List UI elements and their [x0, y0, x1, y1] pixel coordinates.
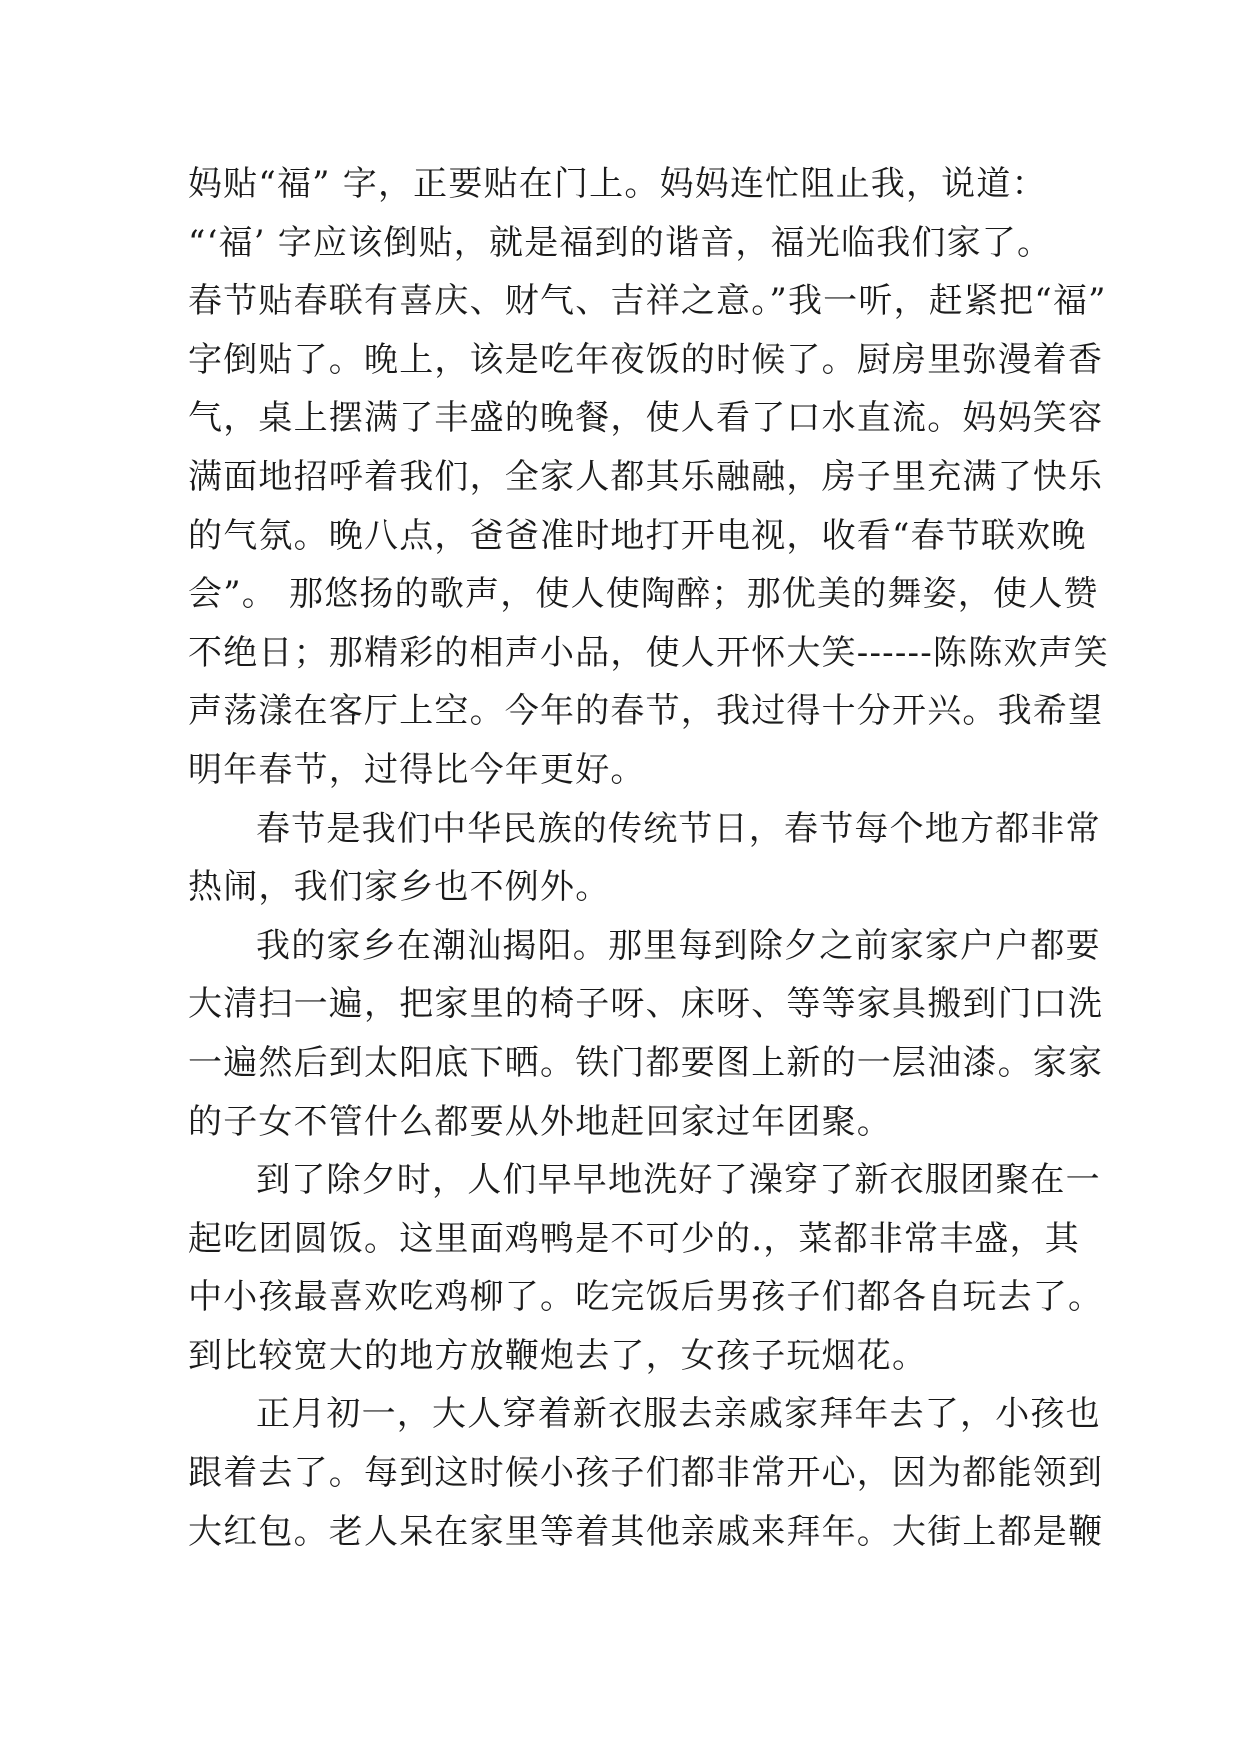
body-text [188, 155, 1109, 1561]
text-line: 满面地招呼着我们，全家人都其乐融融，房子里充满了快乐 [188, 456, 1104, 497]
text-line: 气，桌上摆满了丰盛的晚餐，使人看了口水直流。妈妈笑容 [188, 398, 1104, 439]
text-line: 会”。 那悠扬的歌声，使人使陶醉；那优美的舞姿，使人赞 [188, 574, 1099, 615]
text-line: 的子女不管什么都要从外地赶回家过年团聚。 [188, 1101, 892, 1142]
text-line: “‘福’ 字应该倒贴，就是福到的谐音，福光临我们家了。 [188, 222, 1053, 263]
text-line: 热闹，我们家乡也不例外。 [188, 867, 611, 908]
text-line: 声荡漾在客厅上空。今年的春节，我过得十分开兴。我希望 [188, 691, 1104, 732]
text-line: 跟着去了。每到这时候小孩子们都非常开心，因为都能领到 [188, 1453, 1104, 1494]
paragraph-first-line: 春节是我们中华民族的传统节日，春节每个地方都非常 [256, 808, 1101, 849]
text-line: 大清扫一遍，把家里的椅子呀、床呀、等等家具搬到门口洗 [188, 984, 1104, 1025]
text-line: 到比较宽大的地方放鞭炮去了，女孩子玩烟花。 [188, 1335, 928, 1376]
text-line: 妈贴“福” 字，正要贴在门上。妈妈连忙阻止我，说道： [188, 164, 1047, 204]
paragraph-first-line: 到了除夕时，人们早早地洗好了澡穿了新衣服团聚在一 [256, 1160, 1101, 1201]
text-line: 字倒贴了。晚上，该是吃年夜饭的时候了。厨房里弥漫着香 [188, 339, 1104, 380]
paragraph-first-line: 正月初一，大人穿着新衣服去亲戚家拜年去了，小孩也 [256, 1394, 1101, 1435]
text-line: 起吃团圆饭。这里面鸡鸭是不可少的.，菜都非常丰盛，其 [188, 1218, 1081, 1259]
text-line: 大红包。老人呆在家里等着其他亲戚来拜年。大街上都是鞭 [188, 1511, 1104, 1552]
text-line: 中小孩最喜欢吃鸡柳了。吃完饭后男孩子们都各自玩去了。 [188, 1277, 1104, 1318]
text-line: 的气氛。晚八点，爸爸准时地打开电视，收看“春节联欢晚 [188, 515, 1087, 556]
text-line: 一遍然后到太阳底下晒。铁门都要图上新的一层油漆。家家 [188, 1042, 1104, 1083]
text-line: 不绝日；那精彩的相声小品，使人开怀大笑------陈陈欢声笑 [188, 632, 1109, 673]
paragraph-first-line: 我的家乡在潮汕揭阳。那里每到除夕之前家家户户都要 [256, 925, 1101, 966]
text-line: 明年春节，过得比今年更好。 [188, 749, 646, 790]
text-line: 春节贴春联有喜庆、财气、吉祥之意。”我一听，赶紧把“福” [188, 281, 1107, 322]
